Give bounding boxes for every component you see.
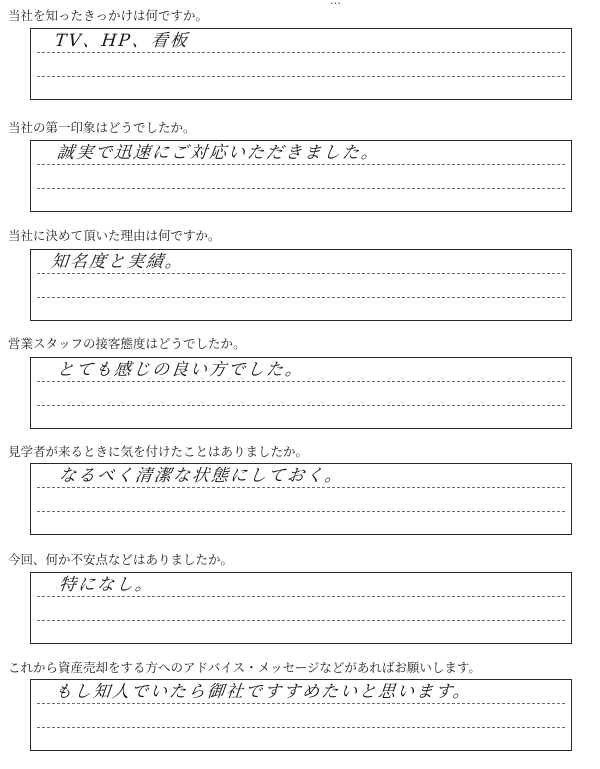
question-7-label: これから資産売却をする方へのアドバイス・メッセージなどがあればお願いします。 xyxy=(8,660,481,675)
page-top-fragment: … xyxy=(330,0,342,7)
question-3-label: 当社に決めて頂いた理由は何ですか。 xyxy=(8,228,221,243)
answer-box-1 xyxy=(30,28,572,100)
answer-line xyxy=(37,76,565,77)
question-1-label: 当社を知ったきっかけは何ですか。 xyxy=(8,8,209,23)
answer-5-text: なるべく清潔な状態にしておく。 xyxy=(57,466,345,486)
answer-line xyxy=(37,273,565,274)
answer-line xyxy=(37,596,565,597)
answer-line xyxy=(37,164,565,165)
answer-box-2 xyxy=(30,140,572,212)
answer-line xyxy=(37,487,565,488)
answer-4-text: とても感じの良い方でした。 xyxy=(55,360,306,380)
answer-box-4 xyxy=(30,357,572,429)
answer-1-text: TV、HP、看板 xyxy=(53,31,190,51)
answer-6-text: 特になし。 xyxy=(57,575,156,595)
answer-line xyxy=(37,620,565,621)
question-5-label: 見学者が来るときに気を付けたことはありましたか。 xyxy=(8,444,309,459)
answer-line xyxy=(37,727,565,728)
answer-line xyxy=(37,297,565,298)
answer-3-text: 知名度と実績。 xyxy=(49,252,186,272)
answer-line xyxy=(37,188,565,189)
question-6-label: 今回、何か不安点などはありましたか。 xyxy=(8,552,234,567)
question-2-label: 当社の第一印象はどうでしたか。 xyxy=(8,120,196,135)
answer-box-5 xyxy=(30,463,572,535)
answer-line xyxy=(37,703,565,704)
answer-line xyxy=(37,52,565,53)
answer-2-text: 誠実で迅速にご対応いただきました。 xyxy=(55,143,382,163)
answer-box-6 xyxy=(30,572,572,644)
answer-box-3 xyxy=(30,249,572,321)
answer-line xyxy=(37,511,565,512)
question-4-label: 営業スタッフの接客態度はどうでしたか。 xyxy=(8,336,246,351)
answer-7-text: もし知人でいたら御社ですすめたいと思います。 xyxy=(53,682,473,702)
answer-box-7 xyxy=(30,679,572,751)
answer-line xyxy=(37,405,565,406)
answer-line xyxy=(37,381,565,382)
